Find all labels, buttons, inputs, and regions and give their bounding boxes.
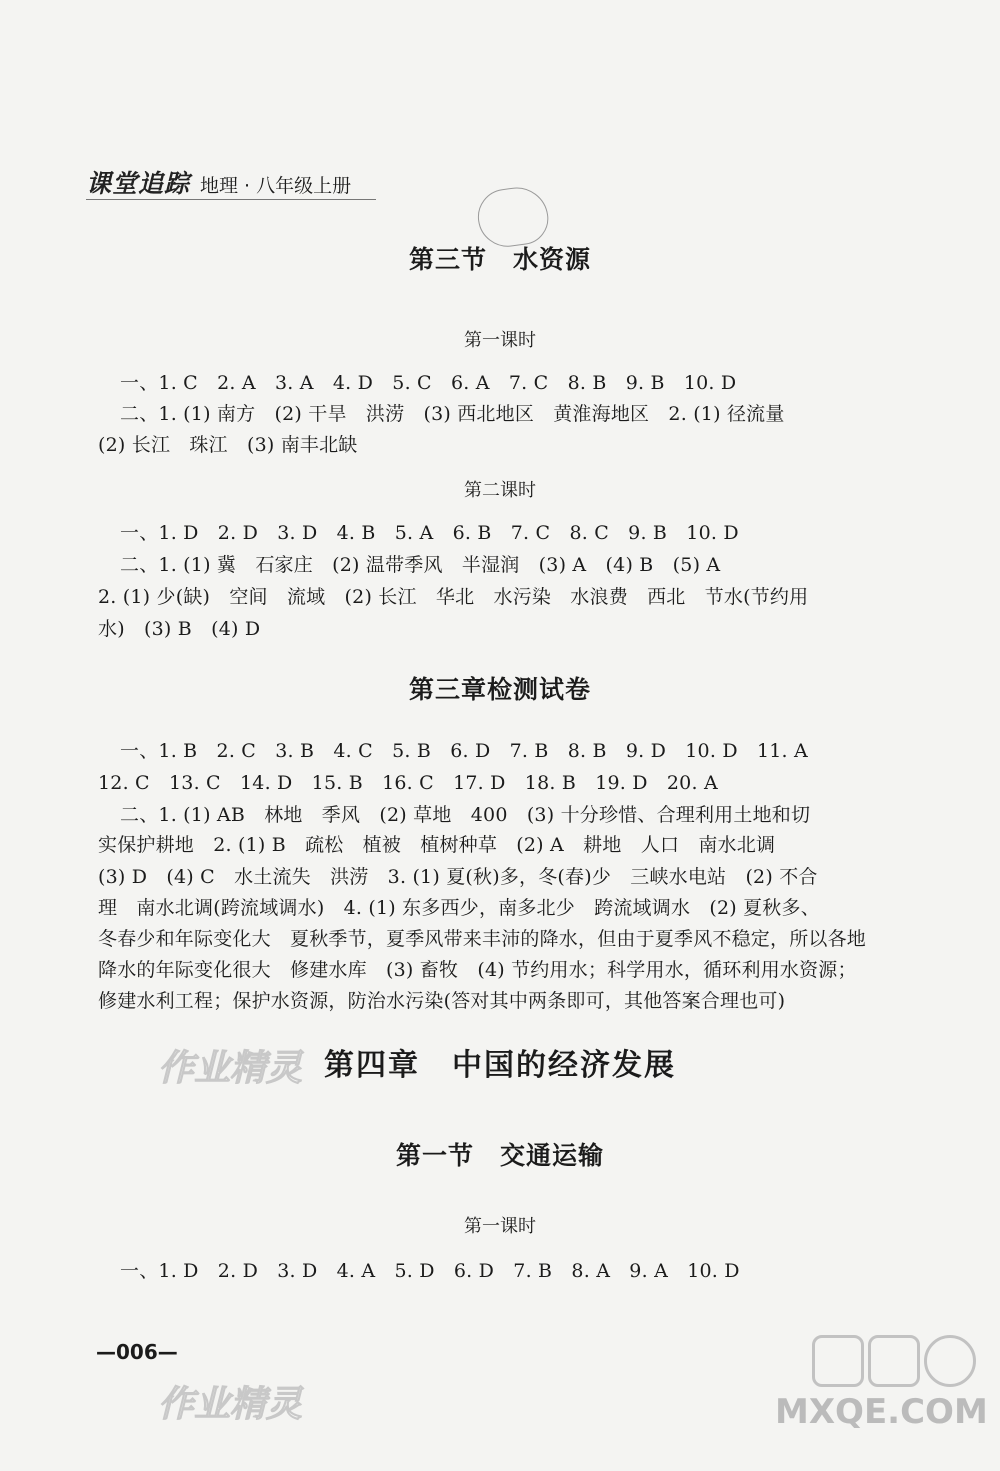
watermark-site: MXQE.COM xyxy=(775,1392,988,1432)
subject-label: 地理 · 八年级上册 xyxy=(200,175,352,197)
lesson-title: 第一课时 xyxy=(464,1216,536,1237)
header-rule xyxy=(86,199,376,200)
lesson-title: 第一课时 xyxy=(464,330,536,351)
answer-line: (2) 长江 珠江 (3) 南丰北缺 xyxy=(98,434,358,456)
answer-line: 实保护耕地 2. (1) B 疏松 植被 植树种草 (2) A 耕地 人口 南水北调 xyxy=(98,834,776,856)
answer-line: 二、1. (1) AB 林地 季风 (2) 草地 400 (3) 十分珍惜、合理利用土地和切 xyxy=(120,804,811,826)
answer-line: 一、1. D 2. D 3. D 4. A 5. D 6. D 7. B 8. A 9. A 10. D xyxy=(120,1260,740,1282)
book-header xyxy=(86,160,351,200)
lesson-title: 第二课时 xyxy=(464,480,536,501)
answer-line: 降水的年际变化很大 修建水库 (3) 畜牧 (4) 节约用水；科学用水，循环利用水资源； xyxy=(98,959,857,981)
answer-line: 冬春少和年际变化大 夏秋季节，夏季风带来丰沛的降水，但由于夏季风不稳定，所以各地 xyxy=(98,928,867,950)
answer-line: 理 南水北调(跨流域调水) 4. (1) 东多西少，南多北少 跨流域调水 (2) 夏秋多、 xyxy=(98,897,820,919)
test-title: 第三章检测试卷 xyxy=(408,675,591,704)
brand-logo: 课堂追踪 xyxy=(86,169,191,198)
answer-line: 二、1. (1) 冀 石家庄 (2) 温带季风 半湿润 (3) A (4) B (5) A xyxy=(120,554,721,576)
answer-line: 一、1. D 2. D 3. D 4. B 5. A 6. B 7. C 8. C 9. B 10. D xyxy=(120,522,739,544)
answer-line: 2. (1) 少(缺) 空间 流域 (2) 长江 华北 水污染 水浪费 西北 节水(节约用 xyxy=(98,586,809,608)
answer-line: 一、1. C 2. A 3. A 4. D 5. C 6. A 7. C 8. B 9. B 10. D xyxy=(120,372,737,394)
section-title: 第一节 交通运输 xyxy=(395,1141,604,1170)
answer-line: (3) D (4) C 水土流失 洪涝 3. (1) 夏(秋)多，冬(春)少 三峡水电站 (2) 不合 xyxy=(98,866,818,888)
answer-line: 二、1. (1) 南方 (2) 干旱 洪涝 (3) 西北地区 黄淮海地区 2. (1) 径流量 xyxy=(120,403,785,425)
answer-line: 修建水利工程；保护水资源，防治水污染(答对其中两条即可，其他答案合理也可) xyxy=(98,990,786,1012)
section-title: 第三节 水资源 xyxy=(408,245,591,274)
chapter-title: 第四章 中国的经济发展 xyxy=(324,1048,676,1083)
page-number: —006— xyxy=(96,1340,178,1364)
answer-line: 水) (3) B (4) D xyxy=(98,618,261,640)
faded-watermark: 作业精灵 xyxy=(158,1048,303,1089)
answer-line: 12. C 13. C 14. D 15. B 16. C 17. D 18. B 19. D 20. A xyxy=(98,772,718,794)
answer-line: 一、1. B 2. C 3. B 4. C 5. B 6. D 7. B 8. B 9. D 10. D 11. A xyxy=(120,740,808,762)
watermark-logo-icon xyxy=(812,1335,982,1395)
faded-watermark: 作业精灵 xyxy=(158,1384,303,1425)
